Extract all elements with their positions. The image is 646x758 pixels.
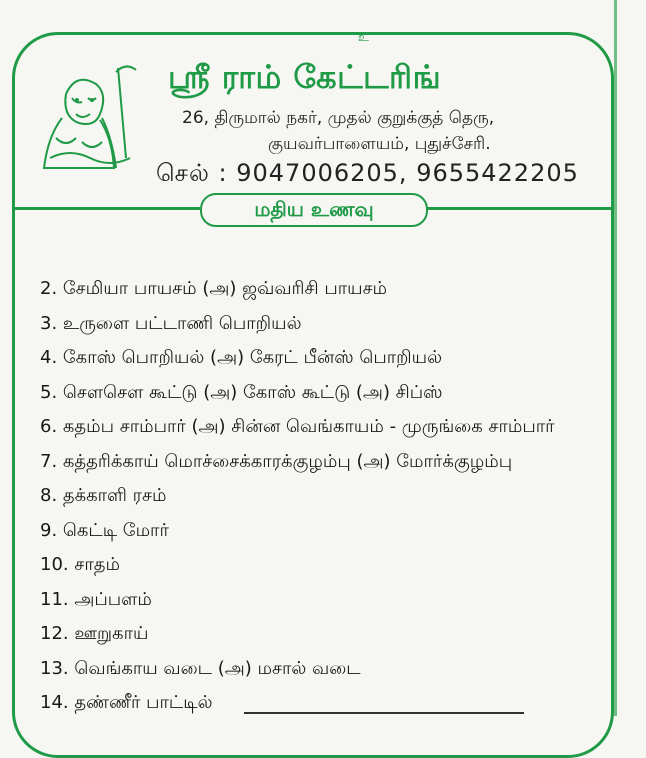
page-edge [614,0,617,716]
list-item: 12. ஊறுகாய் [40,623,149,644]
list-item: 13. வெங்காய வடை (அ) மசால் வடை [40,657,361,679]
pillaiyar-suli: உ [358,30,369,44]
menu-list [40,272,600,721]
list-item: 3. உருளை பட்டாணி பொறியல் [40,312,302,334]
address-line-1: 26, திருமால் நகர், முதல் குறுக்குத் தெரு, [182,108,495,128]
list-item: 9. கெட்டி மோர் [40,519,169,541]
list-item: 11. அப்பளம் [40,588,152,610]
phone-numbers: செல் : 9047006205, 9655422205 [156,159,579,187]
bottom-divider [244,712,524,714]
page-title: ஸ்ரீ ராம் கேட்டரிங் [168,58,442,96]
section-divider-right [424,207,612,210]
section-label-box [200,193,428,227]
list-item: 4. கோஸ் பொறியல் (அ) கேரட் பீன்ஸ் பொறியல் [40,347,443,368]
list-item: 2. சேமியா பாயசம் (அ) ஜவ்வரிசி பாயசம் [40,278,388,299]
section-label: மதிய உணவு [254,196,374,221]
list-item: 6. கதம்ப சாம்பார் (அ) சின்ன வெங்காயம் - முருங்கை சாம்பார் [40,416,555,437]
list-item: 8. தக்காளி ரசம் [40,485,167,506]
list-item: 10. சாதம் [40,554,120,575]
address-line-2: குயவர்பாளையம், புதுச்சேரி. [268,134,491,154]
saint-portrait-icon [32,58,154,188]
list-item: 14. தண்ணீர் பாட்டில் [40,692,213,713]
list-item: 5. சௌசௌ கூட்டு (அ) கோஸ் கூட்டு (அ) சிப்ஸ் [40,381,443,403]
list-item: 7. கத்தரிக்காய் மொச்சைக்காரக்குழம்பு (அ) மோர்க்குழம்பு [40,450,513,472]
section-divider-left [12,207,200,210]
